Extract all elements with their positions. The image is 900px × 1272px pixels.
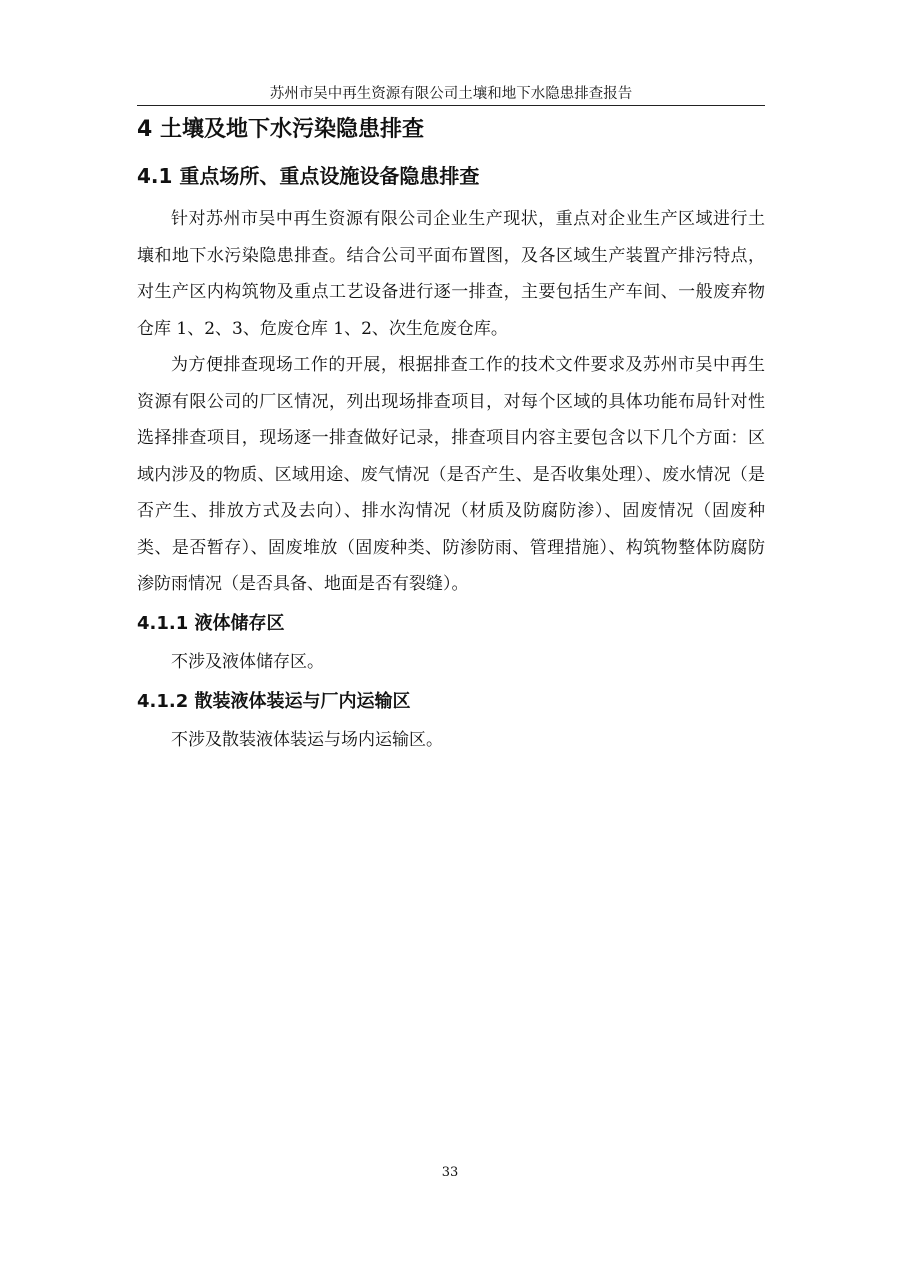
subsection-text-4-1-1: 不涉及液体储存区。 bbox=[171, 651, 324, 672]
subsection-heading-4-1-2: 4.1.2 散装液体装运与厂内运输区 bbox=[137, 690, 411, 712]
subsection-heading-4-1-1: 4.1.1 液体储存区 bbox=[137, 612, 285, 634]
body-paragraph-2: 为方便排查现场工作的开展，根据排查工作的技术文件要求及苏州市吴中再生资源有限公司的厂区情况，列出现场排查项目，对每个区域的具体功能布局针对性选择排查项目，现场逐一排查做好记录，排查项目内容主要包含以下几个方面：区域内涉及的物质、区域用途、废气情况（是否产生、是否收集处理）、废水情况（是否产生、排放方式及去向）、排水沟情况（材质及防腐防渗）、固废情况（固废种类、是否暂存）、固废堆放（固废种类、防渗防雨、管理措施）、构筑物整体防腐防渗防雨情况（是否具备、地面是否有裂缝）。 bbox=[137, 355, 765, 594]
chapter-heading: 4 土壤及地下水污染隐患排查 bbox=[137, 117, 424, 142]
header-rule bbox=[137, 105, 765, 106]
body-paragraph-1: 针对苏州市吴中再生资源有限公司企业生产现状，重点对企业生产区域进行土壤和地下水污染隐患排查。结合公司平面布置图，及各区域生产装置产排污特点，对生产区内构筑物及重点工艺设备进行逐一排查，主要包括生产车间、一般废弃物仓库 1、2、3、危废仓库 1、2、次生危废仓库。 bbox=[137, 209, 765, 339]
section-heading-4-1: 4.1 重点场所、重点设施设备隐患排查 bbox=[137, 164, 480, 188]
subsection-text-4-1-2: 不涉及散装液体装运与场内运输区。 bbox=[171, 729, 443, 750]
page-number: 33 bbox=[441, 1165, 459, 1180]
running-header: 苏州市吴中再生资源有限公司土壤和地下水隐患排查报告 bbox=[269, 86, 633, 102]
page-body bbox=[137, 110, 765, 759]
